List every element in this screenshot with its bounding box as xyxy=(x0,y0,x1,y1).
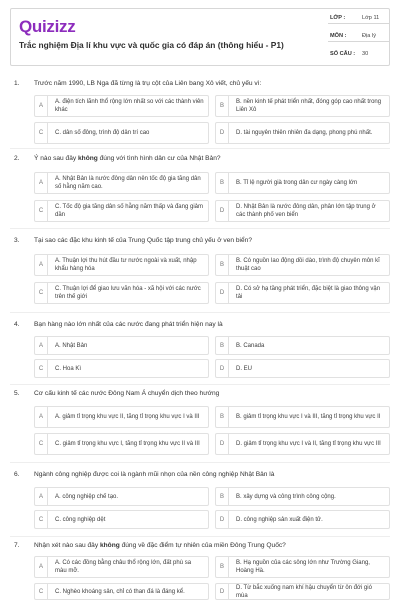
question-divider xyxy=(10,384,390,385)
option-b[interactable] xyxy=(215,254,390,276)
question-text: Trước năm 1990, LB Nga đã từng là trụ cột của Liên bang Xô viết, chủ yếu vì: xyxy=(34,80,262,87)
option-text: A. Nhật Bản là nước đông dân nên tốc độ gia tăng dân số hằng năm cao. xyxy=(55,176,201,190)
option-b[interactable] xyxy=(215,487,390,506)
question-text: Tại sao các đặc khu kinh tế của Trung Quốc tập trung chủ yếu ở ven biển? xyxy=(34,237,253,244)
meta-value-question-count: 30 xyxy=(362,51,369,57)
question-divider xyxy=(10,148,390,149)
option-d[interactable] xyxy=(215,359,390,378)
option-text: B. giảm tỉ trọng khu vực I và III, tăng tỉ trọng khu vực II xyxy=(236,414,381,420)
option-text: C. Thuận lợi để giao lưu văn hóa - xã hội với các nước trên thế giới xyxy=(55,286,201,300)
option-text: A. Nhật Bản xyxy=(55,342,88,349)
option-c[interactable] xyxy=(34,510,209,529)
option-text: B. Tỉ lệ người già trong dân cư ngày càng lớn xyxy=(236,180,358,186)
question-divider xyxy=(10,536,390,537)
option-letter: B xyxy=(216,337,229,354)
question-divider xyxy=(10,312,390,313)
option-a[interactable] xyxy=(34,556,209,578)
option-text: C. dân số đông, trình độ dân trí cao xyxy=(55,130,150,136)
quizizz-logo[interactable]: Quizizz xyxy=(19,17,76,36)
option-a[interactable] xyxy=(34,172,209,194)
option-letter: C xyxy=(35,584,48,599)
question-divider xyxy=(10,228,390,229)
option-letter: A xyxy=(35,488,48,505)
option-letter: C xyxy=(35,201,48,221)
option-c[interactable] xyxy=(34,122,209,144)
option-text: B. Canada xyxy=(236,342,265,349)
meta-key-subject: MÔN : xyxy=(328,30,362,42)
option-letter: B xyxy=(216,488,229,505)
option-text: D. Có sở hạ tầng phát triển, đặc biệt là giao thông vận tải xyxy=(236,286,381,300)
meta-key-question-count: SỐ CÂU : xyxy=(330,51,356,57)
question-text: Cơ cấu kinh tế các nước Đông Nam Á chuyển dịch theo hướng xyxy=(34,390,220,397)
option-a[interactable] xyxy=(34,336,209,355)
question-divider xyxy=(10,462,390,463)
meta-row-subject xyxy=(328,27,389,45)
question-number: 1. xyxy=(14,80,20,87)
option-letter: C xyxy=(35,123,48,143)
option-a[interactable] xyxy=(34,487,209,506)
option-d[interactable] xyxy=(215,433,390,455)
option-c[interactable] xyxy=(34,200,209,222)
meta-value-grade: Lớp 11 xyxy=(362,12,389,24)
option-d[interactable] xyxy=(215,122,390,144)
option-letter: B xyxy=(216,255,229,275)
option-b[interactable] xyxy=(215,95,390,117)
question-number: 7. xyxy=(14,542,20,549)
meta-row-grade xyxy=(328,9,389,27)
option-text: A. Thuận lợi thu hút đầu tư nước ngoài và xuất, nhập khẩu hàng hóa xyxy=(55,258,197,272)
option-text: C. Hoa Kì xyxy=(55,365,82,372)
option-c[interactable] xyxy=(34,282,209,304)
option-text: D. tài nguyên thiên nhiên đa dạng, phong phú nhất. xyxy=(236,130,373,136)
option-text: C. Nghèo khoáng sản, chỉ có than đá là đáng kể. xyxy=(55,588,185,595)
question-number: 5. xyxy=(14,390,20,397)
option-text: B. nền kinh tế phát triển nhất, đóng góp cao nhất trong Liên Xô xyxy=(236,99,382,113)
option-a[interactable] xyxy=(34,95,209,117)
option-text: D. Từ bắc xuống nam khí hậu chuyển từ ôn đới gió mùa xyxy=(236,584,372,599)
option-letter: D xyxy=(216,511,229,528)
option-b[interactable] xyxy=(215,336,390,355)
option-letter: A xyxy=(35,96,48,116)
option-a[interactable] xyxy=(34,254,209,276)
option-text: D. công nghiệp sản xuất điện tử. xyxy=(236,516,323,523)
option-text: A. công nghiệp chế tạo. xyxy=(55,493,119,500)
quiz-header xyxy=(10,8,390,66)
option-text: D. Nhật Bản là nước đông dân, phân lớn tập trung ở các thành phố ven biển xyxy=(236,204,376,218)
question-number: 4. xyxy=(14,321,20,328)
option-letter: D xyxy=(216,201,229,221)
option-b[interactable] xyxy=(215,172,390,194)
option-text: A. giảm tỉ trọng khu vực II, tăng tỉ trọng khu vực I và III xyxy=(55,414,200,420)
option-text: D. EU xyxy=(236,365,253,372)
option-text: B. Hạ nguồn của các sông lớn như Trường Giang, Hoàng Hà. xyxy=(236,560,370,574)
option-letter: A xyxy=(35,557,48,577)
question-text: Ngành công nghiệp được coi là ngành mũi nhọn của nền công nghiệp Nhật Bản là xyxy=(34,471,275,478)
option-letter: C xyxy=(35,360,48,377)
question-text: Ý nào sau đây không đúng với tình hình dân cư của Nhật Bản? xyxy=(34,155,221,162)
question-number: 2. xyxy=(14,155,20,162)
option-letter: C xyxy=(35,434,48,454)
option-letter: D xyxy=(216,434,229,454)
option-b[interactable] xyxy=(215,406,390,428)
option-letter: B xyxy=(216,407,229,427)
quiz-meta-table xyxy=(328,9,389,65)
option-letter: D xyxy=(216,360,229,377)
meta-row-count xyxy=(328,45,389,63)
option-text: C. Tốc độ gia tăng dân số hằng năm thấp và đang giảm dần xyxy=(55,204,203,218)
option-letter: D xyxy=(216,283,229,303)
option-c[interactable] xyxy=(34,433,209,455)
option-text: C. công nghiệp dệt xyxy=(55,516,106,523)
option-letter: B xyxy=(216,557,229,577)
option-letter: A xyxy=(35,255,48,275)
option-d[interactable] xyxy=(215,282,390,304)
question-number: 6. xyxy=(14,471,20,478)
meta-value-subject: Địa lý xyxy=(362,30,389,42)
option-c[interactable] xyxy=(34,583,209,600)
option-letter: B xyxy=(216,173,229,193)
question-text: Bạn hàng nào lớn nhất của các nước đang phát triển hiện nay là xyxy=(34,321,223,328)
quiz-title: Trắc nghiệm Địa lí khu vực và quốc gia có đáp án (thông hiểu - P1) xyxy=(19,40,284,50)
option-text: B. Có nguồn lao động dồi dào, trình độ chuyên môn kĩ thuật cao xyxy=(236,258,380,272)
option-letter: C xyxy=(35,283,48,303)
option-letter: D xyxy=(216,123,229,143)
option-c[interactable] xyxy=(34,359,209,378)
option-b[interactable] xyxy=(215,556,390,578)
option-letter: A xyxy=(35,337,48,354)
option-letter: A xyxy=(35,173,48,193)
meta-key-grade: LỚP : xyxy=(328,12,362,24)
option-d[interactable] xyxy=(215,510,390,529)
option-a[interactable] xyxy=(34,406,209,428)
option-d[interactable] xyxy=(215,200,390,222)
option-letter: C xyxy=(35,511,48,528)
option-letter: A xyxy=(35,407,48,427)
option-text: C. giảm tỉ trọng khu vực I, tăng tỉ trọng khu vực II và III xyxy=(55,441,200,447)
option-text: B. xây dựng và công trình công cộng. xyxy=(236,493,336,500)
option-text: A. điện tích lãnh thổ rộng lớn nhất so với các thành viên khác xyxy=(55,99,204,113)
option-d[interactable] xyxy=(215,583,390,600)
question-text: Nhận xét nào sau đây không đúng về đặc điểm tự nhiên của miền Đông Trung Quốc? xyxy=(34,542,286,549)
option-text: A. Có các đồng bằng châu thổ rộng lớn, đất phù sa màu mỡ. xyxy=(55,560,192,574)
question-number: 3. xyxy=(14,237,20,244)
option-letter: B xyxy=(216,96,229,116)
option-text: D. giảm tỉ trọng khu vực I và II, tăng tỉ trọng khu vực III xyxy=(236,441,381,447)
option-letter: D xyxy=(216,584,229,599)
